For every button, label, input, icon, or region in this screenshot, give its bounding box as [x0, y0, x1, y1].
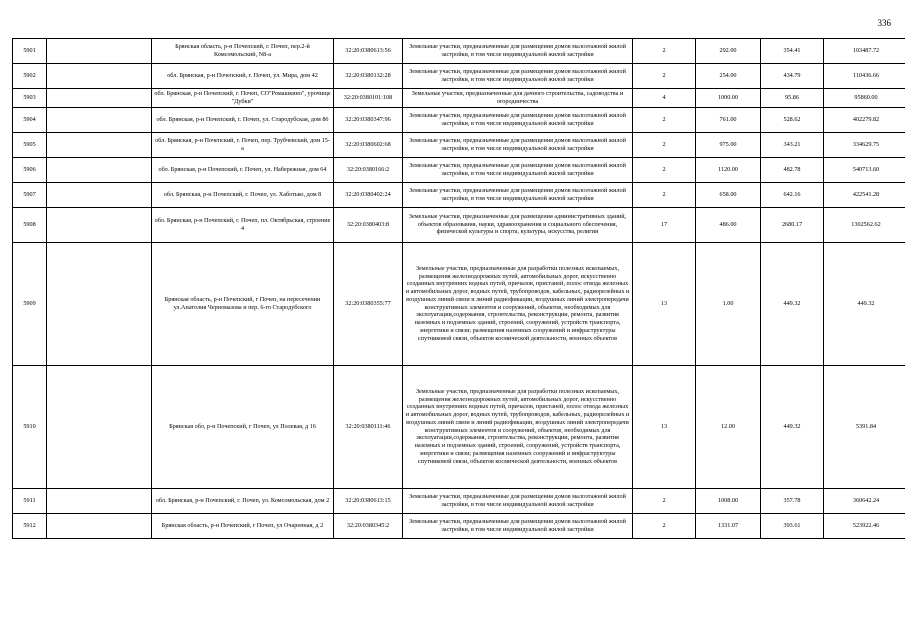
empty-cell: [47, 107, 152, 132]
cost-cell: 110436.66: [824, 64, 905, 89]
area-cell: 1.00: [696, 242, 761, 365]
page-number: 336: [877, 18, 891, 28]
category-cell: 2: [633, 107, 696, 132]
address-cell: обл. Брянская, р-н Почепский, г. Почеп, ул. Стародубская, дом 86: [152, 107, 334, 132]
address-cell: Брянская область, р-н Почепский, г Почеп, на пересечении ул.Анатолия Черномазова и пер. 6-го Стародубского: [152, 242, 334, 365]
address-cell: обл. Брянская, р-н Почепский, г. Почеп, СО"Ромашкино", урочище "Дубки": [152, 89, 334, 108]
land-use-cell: Земельные участки, предназначенные для размещения домов малоэтажной жилой застройки, в том числе индивидуальной жилой застройки: [403, 157, 633, 182]
empty-cell: [47, 89, 152, 108]
empty-cell: [47, 365, 152, 488]
cadastral-number-cell: 32:20:0380132:28: [334, 64, 403, 89]
table-row: [13, 182, 905, 207]
category-cell: 2: [633, 488, 696, 513]
cadastral-number-cell: 32:20:0380345:2: [334, 513, 403, 538]
land-use-cell: Земельные участки, предназначенные для разработки полезных ископаемых, размещения железнодорожных путей, автомобильных дорог, искусственно созданных внутренних водных путей, причалов, пристаней, полос отвода железных и автомобильных дорог, водных путей, трубопроводов, кабельных, радиорелейных и воздушных линий связи и линий радиофикации, воздушных линий электропередачи конструктивных элементов и сооружений, объектов, необходимых для эксплуатации,содержания, строительства, реконструкции, ремонта, развития наземных и подземных зданий, строений, сооружений, устройств транспорта, энергетики и связи; размещения наземных сооружений и инфраструктуры спутниковой связи, объектов космической деятельности, военных объектов: [403, 365, 633, 488]
area-cell: 486.00: [696, 207, 761, 242]
rate-cell: 357.78: [761, 488, 824, 513]
row-number: 5903: [13, 89, 47, 108]
table-row: [13, 157, 905, 182]
land-use-cell: Земельные участки, предназначенные для размещения домов малоэтажной жилой застройки, в том числе индивидуальной жилой застройки: [403, 39, 633, 64]
empty-cell: [47, 157, 152, 182]
land-use-cell: Земельные участки, предназначенные для размещения домов малоэтажной жилой застройки, в том числе индивидуальной жилой застройки: [403, 107, 633, 132]
category-cell: 13: [633, 242, 696, 365]
category-cell: 17: [633, 207, 696, 242]
row-number: 5901: [13, 39, 47, 64]
cost-cell: 540713.60: [824, 157, 905, 182]
cost-cell: 5391.84: [824, 365, 905, 488]
cost-cell: 95860.00: [824, 89, 905, 108]
category-cell: 2: [633, 64, 696, 89]
cadastral-number-cell: 32:20:0380111:46: [334, 365, 403, 488]
address-cell: обл. Брянская, р-н Почепский, г. Почеп, ул. Комсомольская, дом 2: [152, 488, 334, 513]
category-cell: 2: [633, 157, 696, 182]
table-row: [13, 207, 905, 242]
address-cell: обл. Брянская, р-н Почепский, г. Почеп, ул. Хаботько, дом 8: [152, 182, 334, 207]
cost-cell: 1302562.62: [824, 207, 905, 242]
address-cell: обл. Брянская, р-н Почепский, г. Почеп, пл. Октябрьская, строение 4: [152, 207, 334, 242]
table-row: [13, 488, 905, 513]
land-use-cell: Земельные участки, предназначенные для дачного строительства, садоводства и огородничества: [403, 89, 633, 108]
land-use-cell: Земельные участки, предназначенные для размещения домов малоэтажной жилой застройки, в том числе индивидуальной жилой застройки: [403, 182, 633, 207]
cost-cell: 103487.72: [824, 39, 905, 64]
address-cell: Брянская область, р-н Почепский, г Почеп, ул Очаренная, д 2: [152, 513, 334, 538]
row-number: 5907: [13, 182, 47, 207]
land-use-cell: Земельные участки, предназначенные для размещения домов малоэтажной жилой застройки, в том числе индивидуальной жилой застройки: [403, 64, 633, 89]
address-cell: обл. Брянская, р-н Почепский, г. Почеп, ул. Набережная, дом 64: [152, 157, 334, 182]
table-row: [13, 39, 905, 64]
area-cell: 12.00: [696, 365, 761, 488]
row-number: 5911: [13, 488, 47, 513]
empty-cell: [47, 488, 152, 513]
area-cell: 761.00: [696, 107, 761, 132]
area-cell: 292.00: [696, 39, 761, 64]
rate-cell: 642.16: [761, 182, 824, 207]
cadastral-number-cell: 32:20:0380101:108: [334, 89, 403, 108]
address-cell: Брянская область, р-н Почепский, г. Почеп, пер.2-й Комсомольский, N8-а: [152, 39, 334, 64]
cost-cell: 402279.82: [824, 107, 905, 132]
rate-cell: 393.61: [761, 513, 824, 538]
land-use-cell: Земельные участки, предназначенные для размещения административных зданий, объектов образования, науки, здравоохранения и социального обеспечения, физической культуры и спорта, культуры, искусства, религии: [403, 207, 633, 242]
area-cell: 975.00: [696, 132, 761, 157]
cadastral-number-cell: 32:20:0380613:15: [334, 488, 403, 513]
cost-cell: 523922.46: [824, 513, 905, 538]
cadastral-number-cell: 32:20:0380613:56: [334, 39, 403, 64]
category-cell: 4: [633, 89, 696, 108]
cadastral-number-cell: 32:20:0380347:96: [334, 107, 403, 132]
category-cell: 2: [633, 39, 696, 64]
table-row: [13, 365, 905, 488]
land-use-cell: Земельные участки, предназначенные для размещения домов малоэтажной жилой застройки, в том числе индивидуальной жилой застройки: [403, 132, 633, 157]
land-use-cell: Земельные участки, предназначенные для размещения домов малоэтажной жилой застройки, в том числе индивидуальной жилой застройки: [403, 488, 633, 513]
row-number: 5904: [13, 107, 47, 132]
table-row: [13, 513, 905, 538]
area-cell: 254.00: [696, 64, 761, 89]
empty-cell: [47, 182, 152, 207]
category-cell: 2: [633, 182, 696, 207]
empty-cell: [47, 39, 152, 64]
row-number: 5906: [13, 157, 47, 182]
empty-cell: [47, 64, 152, 89]
rate-cell: 95.86: [761, 89, 824, 108]
cadastral-number-cell: 32:20:0380355:77: [334, 242, 403, 365]
cost-cell: 360642.24: [824, 488, 905, 513]
rate-cell: 449.32: [761, 365, 824, 488]
rate-cell: 343.21: [761, 132, 824, 157]
category-cell: 2: [633, 132, 696, 157]
land-use-cell: Земельные участки, предназначенные для размещения домов малоэтажной жилой застройки, в том числе индивидуальной жилой застройки: [403, 513, 633, 538]
area-cell: 1331.07: [696, 513, 761, 538]
area-cell: 1120.00: [696, 157, 761, 182]
rate-cell: 2680.17: [761, 207, 824, 242]
table-row: [13, 64, 905, 89]
table-row: [13, 107, 905, 132]
land-use-cell: Земельные участки, предназначенные для разработки полезных ископаемых, размещения железнодорожных путей, автомобильных дорог, искусственно созданных внутренних водных путей, причалов, пристаней, полос отвода железных и автомобильных дорог, водных путей, трубопроводов, кабельных, радиорелейных и воздушных линий связи и линий радиофикации, воздушных линий электропередачи конструктивных элементов и сооружений, объектов, необходимых для эксплуатации,содержания, строительства, реконструкции, ремонта, развития наземных и подземных зданий, строений, сооружений, устройств транспорта, энергетики и связи; размещения наземных сооружений и инфраструктуры спутниковой связи, объектов космической деятельности, военных объектов: [403, 242, 633, 365]
cadastral-number-cell: 32:20:0380403:8: [334, 207, 403, 242]
cost-cell: 449.32: [824, 242, 905, 365]
empty-cell: [47, 207, 152, 242]
empty-cell: [47, 513, 152, 538]
area-cell: 658.00: [696, 182, 761, 207]
cost-cell: 334629.75: [824, 132, 905, 157]
table-row: [13, 89, 905, 108]
address-cell: Брянская обл, р-н Почепский, г Почеп, ул Полевая, д 16: [152, 365, 334, 488]
rate-cell: 434.79: [761, 64, 824, 89]
empty-cell: [47, 242, 152, 365]
address-cell: обл. Брянская, р-н Почепский, г. Почеп, ул. Мира, дом 42: [152, 64, 334, 89]
row-number: 5909: [13, 242, 47, 365]
table-row: [13, 242, 905, 365]
area-cell: 1000.00: [696, 89, 761, 108]
cost-cell: 422541.28: [824, 182, 905, 207]
rate-cell: 449.32: [761, 242, 824, 365]
land-registry-table: [12, 38, 905, 539]
row-number: 5905: [13, 132, 47, 157]
cadastral-number-cell: 32:20:0380402:24: [334, 182, 403, 207]
rate-cell: 528.62: [761, 107, 824, 132]
row-number: 5908: [13, 207, 47, 242]
empty-cell: [47, 132, 152, 157]
rate-cell: 354.41: [761, 39, 824, 64]
row-number: 5910: [13, 365, 47, 488]
cadastral-number-cell: 32:20:0380166:2: [334, 157, 403, 182]
address-cell: обл. Брянская, р-н Почепский, г. Почеп, пер. Трубчевский, дом 15-а: [152, 132, 334, 157]
table-row: [13, 132, 905, 157]
category-cell: 2: [633, 513, 696, 538]
cadastral-number-cell: 32:20:0380602:68: [334, 132, 403, 157]
row-number: 5912: [13, 513, 47, 538]
category-cell: 13: [633, 365, 696, 488]
row-number: 5902: [13, 64, 47, 89]
area-cell: 1008.00: [696, 488, 761, 513]
rate-cell: 482.78: [761, 157, 824, 182]
